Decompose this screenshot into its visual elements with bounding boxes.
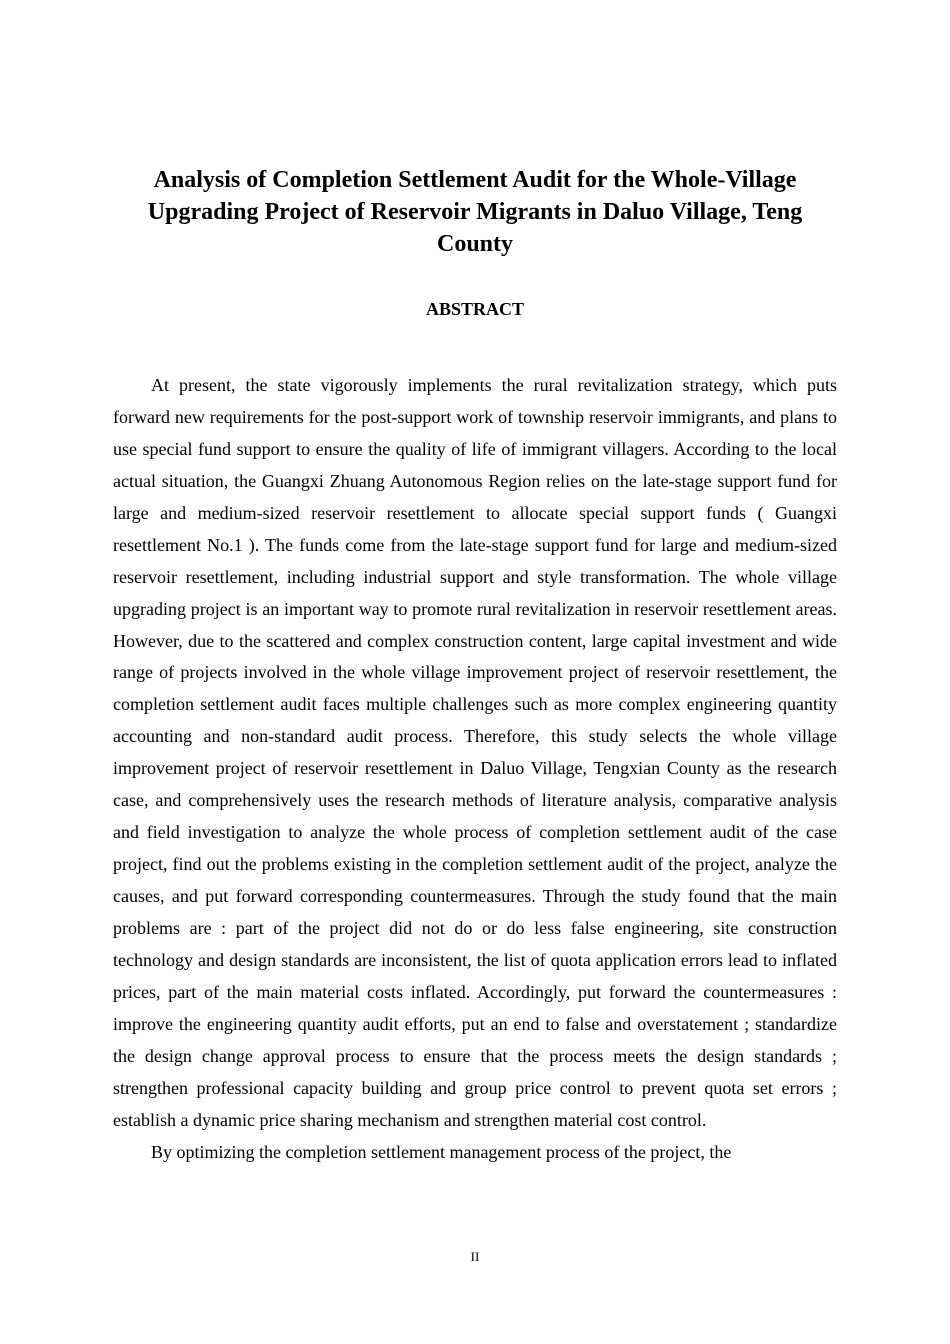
paper-title: Analysis of Completion Settlement Audit for the Whole-Village Upgrading Project of Reservoir Migrants in Daluo Village, Teng County — [147, 167, 803, 257]
abstract-heading: ABSTRACT — [425, 299, 525, 319]
abstract-paragraph-2: By optimizing the completion settlement management process of the project, the — [151, 1141, 732, 1162]
page-number: II — [470, 1249, 480, 1264]
abstract-body — [113, 370, 837, 1168]
abstract-paragraph-1: At present, the state vigorously implements the rural revitalization strategy, which puts forward new requirements for the post-support work of township reservoir immigrants, and plans to use special fund support to ensure the quality of life of immigrant villagers. According to the local actual situation, the Guangxi Zhuang Autonomous Region relies on the late-stage support fund for large and medium-sized reservoir resettlement to allocate special support funds ( Guangxi resettlement No.1 ). The funds come from the late-stage support fund for large and medium-sized reservoir resettlement, including industrial support and style transformation. The whole village upgrading project is an important way to promote rural revitalization in reservoir resettlement areas. However, due to the scattered and complex construction content, large capital investment and wide range of projects involved in the whole village improvement project of reservoir resettlement, the completion settlement audit faces multiple challenges such as more complex engineering quantity accounting and non-standard audit process. Therefore, this study selects the whole village improvement project of reservoir resettlement in Daluo Village, Tengxian County as the research case, and comprehensively uses the research methods of literature analysis, comparative analysis and field investigation to analyze the whole process of completion settlement audit of the case project, find out the problems existing in the completion settlement audit of the project, analyze the causes, and put forward corresponding countermeasures. Through the study found that the main problems are : part of the project did not do or do less false engineering, site construction technology and design standards are inconsistent, the list of quota application errors lead to inflated prices, part of the main material costs inflated. Accordingly, put forward the countermeasures : improve the engineering quantity audit efforts, put an end to false and overstatement ; standardize the design change approval process to ensure that the process meets the design standards ; strengthen professional capacity building and group price control to prevent quota set errors ; establish a dynamic price sharing mechanism and strengthen material cost control. — [113, 375, 837, 1130]
